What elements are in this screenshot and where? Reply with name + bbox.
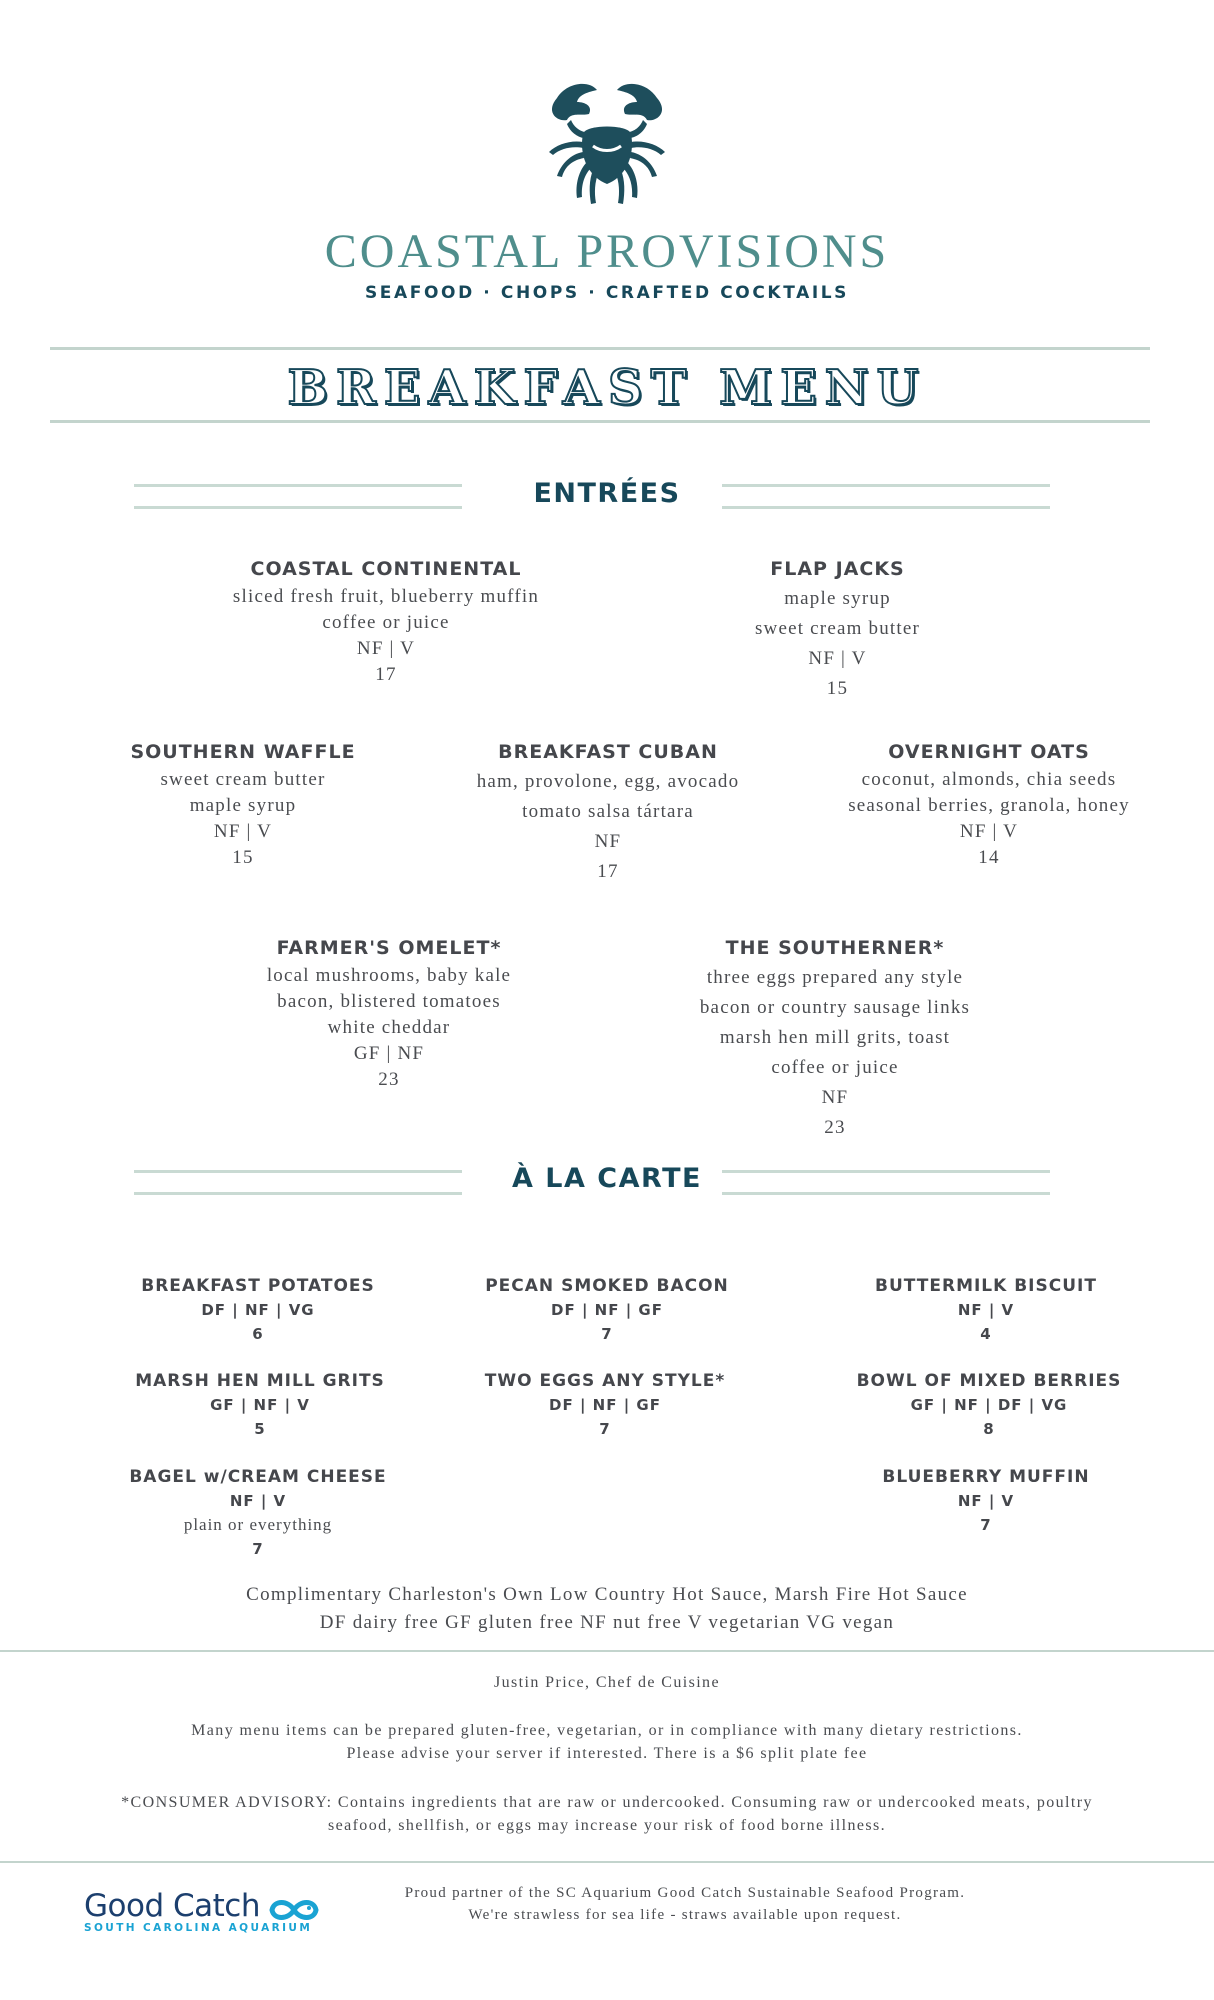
menu-item-description: ham, provolone, egg, avocado [476, 771, 740, 792]
item-name: MARSH HEN MILL GRITS [135, 1371, 385, 1391]
partner-note: Proud partner of the SC Aquarium Good Catch Sustainable Seafood Program. [404, 1885, 966, 1901]
item-price: 7 [252, 1540, 264, 1558]
menu-item [814, 741, 1164, 871]
item-tags: DF | NF | VG [201, 1301, 315, 1319]
menu-item-description: coffee or juice [322, 612, 450, 633]
menu-item-name: BREAKFAST CUBAN [498, 741, 718, 763]
menu-item-description: sliced fresh fruit, blueberry muffin [232, 586, 540, 607]
menu-item-price: 15 [232, 847, 254, 868]
good-catch-logo [84, 1888, 344, 1948]
infinity-fish-icon [266, 1894, 322, 1926]
a-la-carte-item [834, 1369, 1144, 1441]
menu-item-description: maple syrup [189, 795, 297, 816]
menu-item-price: 23 [378, 1069, 400, 1090]
menu-item-name: OVERNIGHT OATS [888, 741, 1090, 763]
item-name: BAGEL w/CREAM CHEESE [129, 1467, 387, 1487]
a-la-carte-item [836, 1465, 1136, 1537]
brand-tagline: SEAFOOD · CHOPS · CRAFTED COCKTAILS [364, 283, 850, 303]
menu-item-description: maple syrup [784, 588, 891, 609]
crab-icon [527, 80, 687, 210]
a-la-carte-item [455, 1369, 755, 1441]
a-la-carte-item [108, 1274, 408, 1346]
item-name: BUTTERMILK BISCUIT [875, 1276, 1097, 1296]
item-tags: DF | NF | GF [549, 1396, 661, 1414]
menu-item-name: THE SOUTHERNER* [725, 937, 945, 959]
dietary-note: Many menu items can be prepared gluten-free, vegetarian, or in compliance with many dietary restrictions. [191, 1722, 1023, 1739]
menu-item-description: bacon, blistered tomatoes [277, 991, 501, 1012]
menu-item [428, 741, 788, 887]
item-price: 4 [980, 1325, 992, 1343]
item-price: 7 [599, 1420, 611, 1438]
menu-item-name: COASTAL CONTINENTAL [250, 558, 522, 580]
menu-item-tags: NF [821, 1087, 849, 1108]
item-tags: DF | NF | GF [551, 1301, 663, 1319]
menu-item-description: marsh hen mill grits, toast [719, 1027, 951, 1048]
a-la-carte-item [110, 1369, 410, 1441]
menu-item-price: 17 [597, 861, 619, 882]
partner-note: We're strawless for sea life - straws available upon request. [468, 1907, 902, 1923]
menu-item-tags: GF | NF [353, 1043, 425, 1064]
menu-item-price: 14 [978, 847, 1000, 868]
dietary-note: Please advise your server if interested. There is a $6 split plate fee [346, 1745, 868, 1762]
consumer-advisory: seafood, shellfish, or eggs may increase your risk of food borne illness. [327, 1817, 887, 1834]
menu-item-tags: NF | V [959, 821, 1019, 842]
menu-item [166, 558, 606, 688]
menu-item-price: 23 [824, 1117, 846, 1138]
menu-item [224, 937, 554, 1093]
menu-item-price: 15 [826, 678, 849, 699]
divider [50, 347, 1150, 350]
a-la-carte-item [108, 1465, 408, 1561]
menu-item-description: tomato salsa tártara [522, 801, 694, 822]
chef-credit: Justin Price, Chef de Cuisine [494, 1674, 720, 1691]
menu-item-description: local mushrooms, baby kale [266, 965, 512, 986]
item-tags: GF | NF | DF | VG [910, 1396, 1068, 1414]
a-la-carte-item [836, 1274, 1136, 1346]
item-tags: NF | V [229, 1492, 287, 1510]
menu-item-tags: NF | V [808, 648, 867, 669]
item-name: BLUEBERRY MUFFIN [882, 1467, 1090, 1487]
menu-item [108, 741, 378, 871]
item-name: BREAKFAST POTATOES [141, 1276, 375, 1296]
menu-item-description: sweet cream butter [160, 769, 326, 790]
menu-item-price: 17 [375, 664, 397, 685]
menu-item-description: seasonal berries, granola, honey [848, 795, 1130, 816]
item-note: plain or everything [183, 1515, 333, 1534]
item-price: 5 [254, 1420, 266, 1438]
menu-item-description: coffee or juice [771, 1057, 899, 1078]
good-catch-title: Good Catch [84, 1888, 260, 1924]
section-title-a-la-carte: À LA CARTE [512, 1163, 702, 1194]
menu-item-description: three eggs prepared any style [706, 967, 964, 988]
item-name: PECAN SMOKED BACON [485, 1276, 729, 1296]
menu-item-tags: NF [594, 831, 622, 852]
item-price: 7 [980, 1516, 992, 1534]
a-la-carte-item [457, 1274, 757, 1346]
menu-item-description: sweet cream butter [754, 618, 921, 639]
good-catch-subtitle: SOUTH CAROLINA AQUARIUM [84, 1922, 313, 1934]
item-name: BOWL OF MIXED BERRIES [856, 1371, 1122, 1391]
divider [50, 420, 1150, 423]
menu-item-tags: NF | V [213, 821, 273, 842]
item-name: TWO EGGS ANY STYLE* [484, 1371, 726, 1391]
menu-item [640, 937, 1030, 1143]
menu-item-description: white cheddar [327, 1017, 451, 1038]
item-tags: NF | V [957, 1492, 1015, 1510]
item-price: 8 [983, 1420, 995, 1438]
brand-name: COASTAL PROVISIONS [324, 225, 890, 278]
section-title-entrees: ENTRÉES [533, 478, 681, 509]
divider [0, 1861, 1214, 1863]
consumer-advisory: *CONSUMER ADVISORY: Contains ingredients that are raw or undercooked. Consuming raw or undercooked meats, poultry [121, 1794, 1093, 1811]
divider [0, 1650, 1214, 1652]
menu-item-name: FARMER'S OMELET* [276, 937, 502, 959]
menu-item-name: SOUTHERN WAFFLE [130, 741, 356, 763]
item-price: 7 [601, 1325, 613, 1343]
item-tags: GF | NF | V [210, 1396, 310, 1414]
item-price: 6 [252, 1325, 264, 1343]
menu-item [660, 558, 1015, 704]
menu-item-tags: NF | V [356, 638, 416, 659]
menu-title: BREAKFAST MENU [287, 360, 927, 416]
item-tags: NF | V [957, 1301, 1015, 1319]
menu-item-description: bacon or country sausage links [699, 997, 971, 1018]
menu-item-name: FLAP JACKS [770, 558, 905, 580]
menu-item-description: coconut, almonds, chia seeds [861, 769, 1117, 790]
hot-sauce-note: Complimentary Charleston's Own Low Country Hot Sauce, Marsh Fire Hot Sauce [246, 1584, 968, 1605]
dietary-legend: DF dairy free GF gluten free NF nut free V vegetarian VG vegan [319, 1612, 895, 1633]
